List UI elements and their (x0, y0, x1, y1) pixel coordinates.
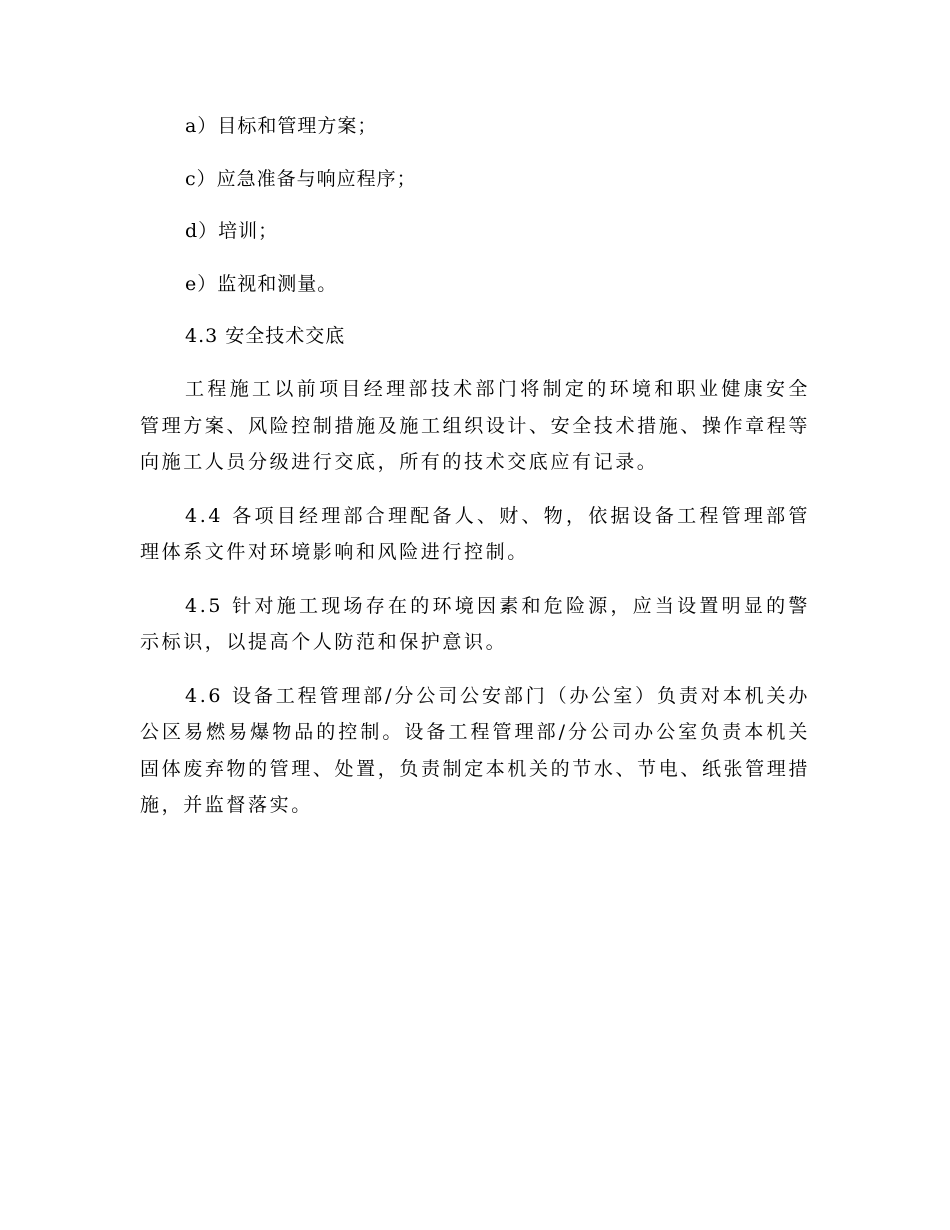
list-item-e: e）监视和测量。 (185, 272, 338, 295)
section-heading-4-3: 4.3 安全技术交底 (185, 325, 346, 347)
list-item-d: d）培训； (185, 220, 279, 242)
document-body (140, 110, 810, 841)
list-item-a: a）目标和管理方案； (185, 115, 378, 137)
paragraph-4-5: 4.5 针对施工现场存在的环境因素和危险源，应当设置明显的警示标识，以提高个人防范和保护意识。 (140, 594, 810, 653)
paragraph-safety-briefing: 工程施工以前项目经理部技术部门将制定的环境和职业健康安全管理方案、风险控制措施及施工组织设计、安全技术措施、操作章程等向施工人员分级进行交底，所有的技术交底应有记录。 (140, 378, 810, 473)
paragraph-4-4: 4.4 各项目经理部合理配备人、财、物，依据设备工程管理部管理体系文件对环境影响和风险进行控制。 (140, 504, 810, 563)
list-item-c: c）应急准备与响应程序； (185, 167, 417, 190)
paragraph-4-6: 4.6 设备工程管理部/分公司公安部门（办公室）负责对本机关办公区易燃易爆物品的控制。设备工程管理部/分公司办公室负责本机关固体废弃物的管理、处置，负责制定本机关的节水、节电、纸张管理措施，并监督落实。 (140, 684, 810, 816)
